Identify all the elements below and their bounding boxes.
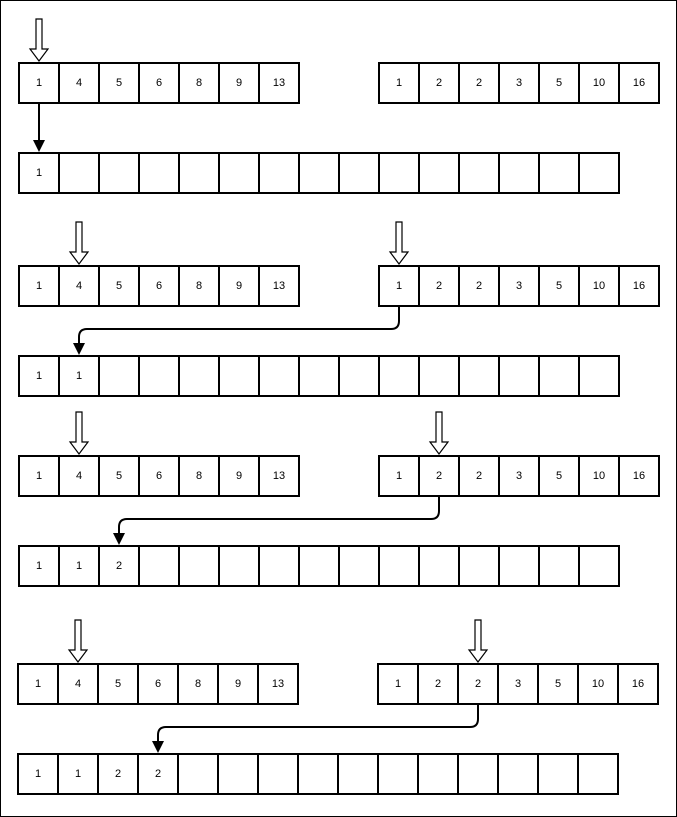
cell-value: 9 [235, 280, 243, 292]
array-cell [99, 153, 139, 193]
array-cell [458, 754, 498, 794]
array-cell [579, 356, 619, 396]
array-cell [459, 153, 499, 193]
cell-value: 10 [592, 470, 606, 482]
cell-value: 8 [194, 678, 202, 690]
array-cell [218, 754, 258, 794]
array-cell [219, 546, 259, 586]
cell-value: 6 [155, 280, 163, 292]
array-cell [459, 356, 499, 396]
right-array-3 [379, 456, 659, 496]
cell-value: 16 [632, 280, 646, 292]
cell-value: 3 [515, 280, 523, 292]
array-cell [339, 153, 379, 193]
cell-value: 2 [475, 280, 483, 292]
cell-value: 16 [631, 678, 645, 690]
cell-value: 4 [75, 77, 83, 89]
array-cell [298, 754, 338, 794]
array-cell [259, 356, 299, 396]
array-cell [139, 546, 179, 586]
cell-value: 2 [475, 77, 483, 89]
array-cell [339, 356, 379, 396]
cell-value: 2 [475, 470, 483, 482]
array-cell [459, 546, 499, 586]
cell-value: 8 [195, 280, 203, 292]
array-cell [259, 153, 299, 193]
cell-value: 2 [154, 768, 162, 780]
cell-value: 2 [115, 560, 123, 572]
array-cell [139, 153, 179, 193]
cell-value: 5 [115, 77, 123, 89]
array-cell [139, 356, 179, 396]
array-cell [538, 754, 578, 794]
array-cell [59, 153, 99, 193]
cell-value: 1 [395, 77, 403, 89]
output-array-1 [19, 153, 619, 193]
array-cell [499, 356, 539, 396]
cell-value: 1 [34, 678, 42, 690]
left-array-1 [19, 63, 299, 103]
cell-value: 2 [435, 280, 443, 292]
cell-value: 10 [591, 678, 605, 690]
array-cell [418, 754, 458, 794]
left-array-3 [19, 456, 299, 496]
array-cell [498, 754, 538, 794]
cell-value: 2 [435, 470, 443, 482]
array-cell [379, 546, 419, 586]
cell-value: 10 [592, 77, 606, 89]
cell-value: 1 [75, 370, 83, 382]
cell-value: 8 [195, 77, 203, 89]
array-cell [379, 356, 419, 396]
cell-value: 1 [34, 768, 42, 780]
cell-value: 1 [75, 560, 83, 572]
array-cell [579, 546, 619, 586]
cell-value: 2 [434, 678, 442, 690]
array-cell [259, 546, 299, 586]
cell-value: 1 [395, 470, 403, 482]
array-cell [219, 153, 259, 193]
cell-value: 4 [75, 280, 83, 292]
cell-value: 3 [515, 470, 523, 482]
array-cell [179, 546, 219, 586]
cell-value: 4 [74, 678, 82, 690]
array-cell [299, 356, 339, 396]
cell-value: 1 [35, 77, 43, 89]
array-cell [378, 754, 418, 794]
cell-value: 1 [35, 280, 43, 292]
array-cell [379, 153, 419, 193]
right-array-4 [378, 664, 658, 704]
cell-value: 1 [35, 560, 43, 572]
array-cell [579, 153, 619, 193]
cell-value: 1 [35, 167, 43, 179]
cell-value: 13 [272, 77, 286, 89]
cell-value: 5 [554, 678, 562, 690]
cell-value: 5 [555, 470, 563, 482]
output-array-2 [19, 356, 619, 396]
left-array-2 [19, 266, 299, 306]
cell-value: 2 [435, 77, 443, 89]
right-array-2 [379, 266, 659, 306]
array-cell [179, 356, 219, 396]
cell-value: 16 [632, 77, 646, 89]
array-cell [539, 356, 579, 396]
cell-value: 5 [114, 678, 122, 690]
cell-value: 9 [235, 77, 243, 89]
cell-value: 13 [272, 470, 286, 482]
cell-value: 6 [155, 470, 163, 482]
cell-value: 16 [632, 470, 646, 482]
array-cell [179, 153, 219, 193]
cell-value: 3 [514, 678, 522, 690]
cell-value: 2 [474, 678, 482, 690]
output-array-4 [18, 754, 618, 794]
array-cell [99, 356, 139, 396]
array-cell [178, 754, 218, 794]
cell-value: 8 [195, 470, 203, 482]
array-cell [578, 754, 618, 794]
cell-value: 1 [395, 280, 403, 292]
array-cell [499, 546, 539, 586]
cell-value: 1 [74, 768, 82, 780]
cell-value: 2 [114, 768, 122, 780]
array-cell [299, 546, 339, 586]
cell-value: 13 [272, 280, 286, 292]
array-cell [258, 754, 298, 794]
output-array-3 [19, 546, 619, 586]
right-array-1 [379, 63, 659, 103]
cell-value: 4 [75, 470, 83, 482]
array-cell [539, 153, 579, 193]
array-cell [338, 754, 378, 794]
cell-value: 9 [234, 678, 242, 690]
array-cell [419, 153, 459, 193]
cell-value: 10 [592, 280, 606, 292]
array-cell [219, 356, 259, 396]
cell-value: 6 [155, 77, 163, 89]
cell-value: 3 [515, 77, 523, 89]
cell-value: 6 [154, 678, 162, 690]
cell-value: 5 [115, 280, 123, 292]
cell-value: 1 [35, 470, 43, 482]
array-cell [299, 153, 339, 193]
cell-value: 9 [235, 470, 243, 482]
cell-value: 5 [555, 280, 563, 292]
cell-value: 1 [394, 678, 402, 690]
cell-value: 1 [35, 370, 43, 382]
cell-value: 5 [555, 77, 563, 89]
cell-value: 5 [115, 470, 123, 482]
array-cell [499, 153, 539, 193]
cell-value: 13 [271, 678, 285, 690]
array-cell [339, 546, 379, 586]
array-cell [419, 356, 459, 396]
array-cell [539, 546, 579, 586]
left-array-4 [18, 664, 298, 704]
array-cell [419, 546, 459, 586]
